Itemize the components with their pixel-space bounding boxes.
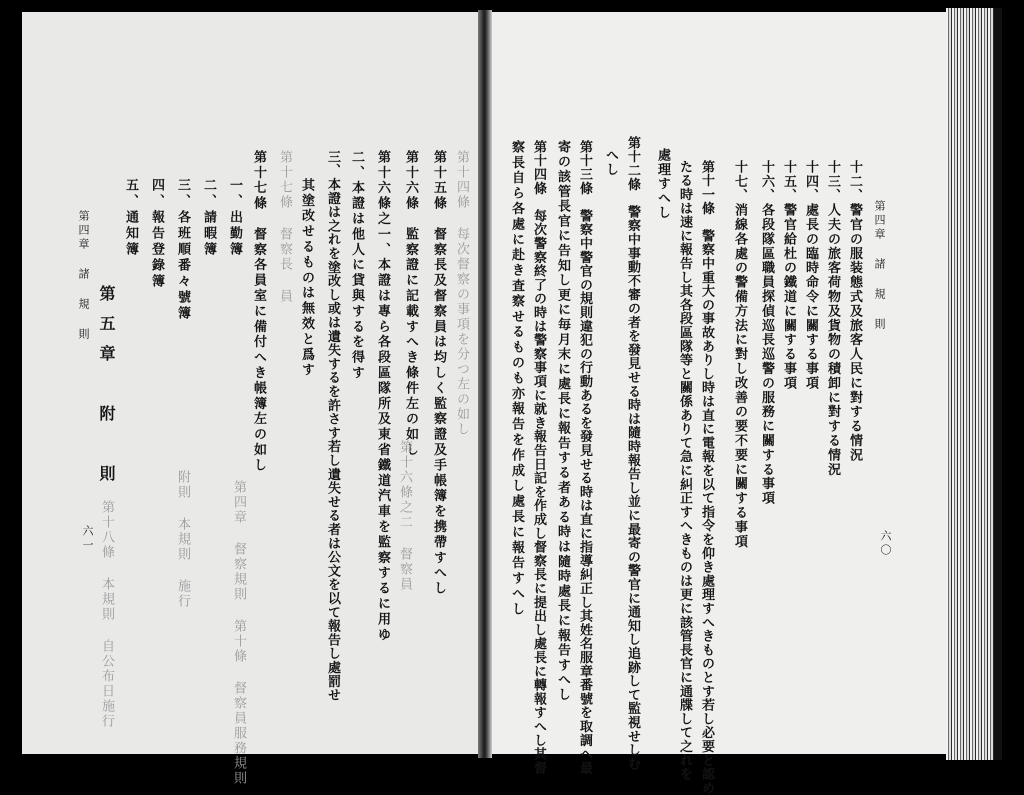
left-column: 二、本證は他人に貸與するを得す bbox=[349, 150, 364, 381]
right-column: 十三、人夫の旅客荷物及貨物の積卸に對する情況 bbox=[825, 160, 840, 477]
right-page-header: 第四章 諸 規 則 bbox=[873, 200, 886, 332]
right-column: 十六、各段隊區職員探偵巡長巡警の服務に關する事項 bbox=[759, 160, 774, 506]
right-page-number: 六〇 bbox=[879, 530, 892, 558]
chapter-heading: 第五章 附 則 bbox=[97, 285, 116, 495]
page-edges bbox=[946, 8, 1002, 760]
left-faint-column: 附則 本規則 施行 bbox=[175, 470, 190, 609]
left-column: 第十五條 督察長及督察員は均しく監察證及手帳簿を携帶すへし bbox=[431, 150, 446, 597]
left-column: 二、請暇簿 bbox=[201, 178, 216, 258]
right-column: たる時は速に報告し其各段區隊等と關係ありて急に糾正すへきものは更に該管長官に通牒して之れを bbox=[677, 160, 692, 781]
left-faint-column: 第十七條 督察長 員 bbox=[277, 150, 292, 304]
left-column: 第十六條 監察證に記載すへき條件左の如し bbox=[403, 150, 418, 458]
right-column: 十四、處長の臨時命令に關する事項 bbox=[803, 160, 818, 391]
right-column: 寄の該管長官に告知し更に毎月末に處長に報告する者ある時は隨時處長に報告すへし bbox=[555, 140, 570, 703]
left-page-header: 第四章 諸 規 則 bbox=[77, 210, 90, 342]
right-column: 第十二條 警察中事動不審の者を發見せる時は隨時報告し並に最寄の警官に通知し追跡して監視せしむ bbox=[625, 136, 640, 771]
right-column: 第十三條 警察中警官の規則違犯の行動あるを發見せる時は直に指導糾正し其姓名服章番號を取調へ最 bbox=[577, 140, 592, 775]
right-column: 十七、消線各處の警備方法に對し改善の要不要に關する事項 bbox=[732, 160, 747, 549]
book-gutter bbox=[478, 10, 492, 758]
left-column: 四、報告登錄簿 bbox=[149, 178, 164, 290]
left-column: 三、本證は之れを塗改し或は遺失するを許さす若し遺失せる者は公文を以て報告し處罰せ bbox=[325, 150, 340, 702]
right-column: へし bbox=[603, 148, 618, 177]
right-column: 十五、警官給杜の鐵道に關する事項 bbox=[781, 160, 796, 391]
right-column: 十二、警官の服装態式及旅客人民に對する情況 bbox=[847, 160, 862, 463]
right-column: 察長自ら各處に赴き査察せるものも亦報告を作成し處長に報告すへし bbox=[509, 140, 524, 618]
left-column: 第十六條之一、本證は專ら各段區隊所及東省鐵道汽車を監察するに用ゆ bbox=[375, 150, 390, 643]
left-faint-column: 第十八條 本規則 自公布日施行 bbox=[99, 500, 114, 729]
left-page-number: 六一 bbox=[81, 525, 94, 553]
left-column: 其塗改せるものは無效と爲す bbox=[299, 178, 314, 379]
left-faint-column: 第四章 督察規則 第十條 督察員服務規則 bbox=[231, 480, 246, 786]
left-column: 一、出勤簿 bbox=[227, 178, 242, 258]
right-column: 處理すへし bbox=[655, 148, 670, 220]
left-column: 第十七條 督察各員室に備付へき帳簿左の如し bbox=[251, 150, 266, 474]
right-column: 第十一條 警察中重大の事故ありし時は直に電報を以て指令を仰き處理すへきものとす若し必要と認め bbox=[699, 160, 714, 795]
left-column: 五、通知簿 bbox=[123, 178, 138, 258]
left-faint-column: 第十六條之二 督察員 bbox=[397, 440, 412, 592]
left-column: 三、各班順番々號簿 bbox=[175, 178, 190, 322]
right-column: 第十四條 每次警察終了の時は警察事項に就き報告日記を作成し督察長に提出し處長に轉報すへし其督 bbox=[531, 140, 546, 775]
left-faint-column: 第十四條 每次督察の事項を分つ左の如し bbox=[454, 150, 469, 437]
